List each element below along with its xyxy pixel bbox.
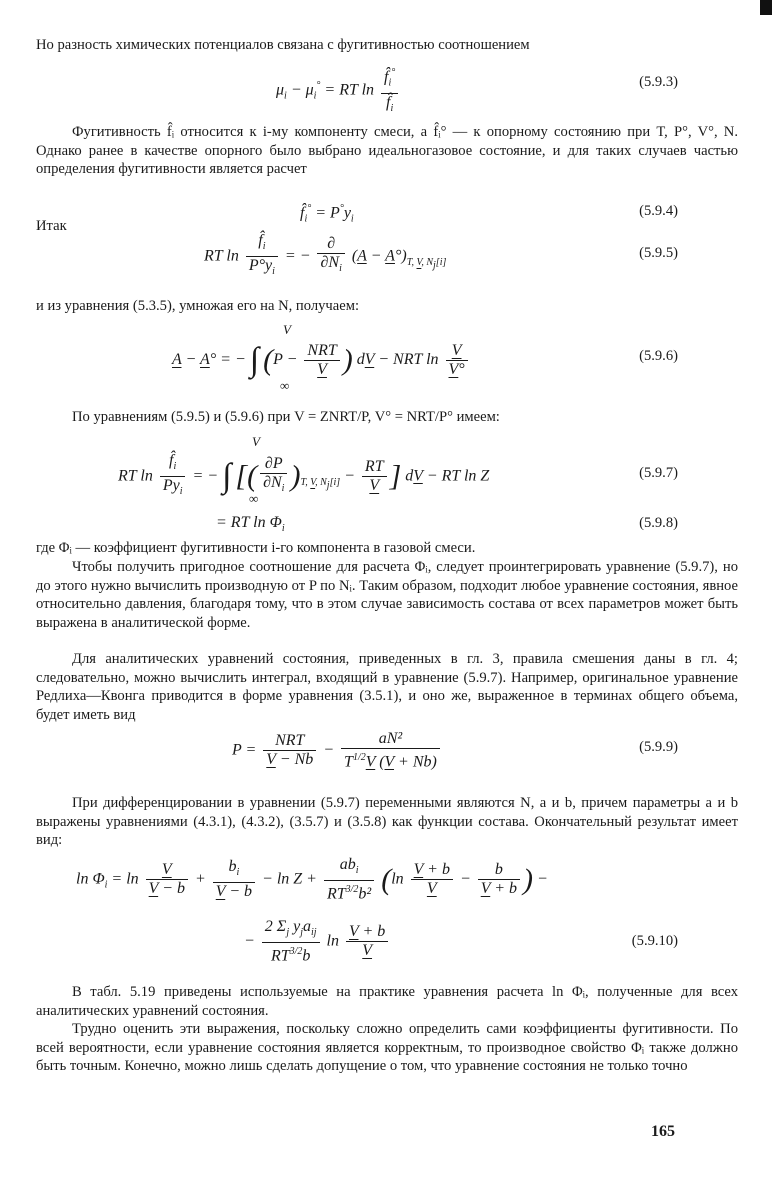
equation-number: (5.9.6)	[639, 348, 678, 364]
label-itak: Итак	[36, 218, 67, 234]
equation-number: (5.9.4)	[639, 203, 678, 219]
integral-lower-limit: ∞	[249, 491, 259, 506]
equation-5-9-10-line1: $\ln \Phi_i = \ln$ $\frac{V}{V - b}$ + $\frac{b_i}{V - b}$ − ln Z + $\frac{ab_i}{RT^{3/2}b^2}$ (ln $\frac{V + b}{V}$ − $\frac{b}{V + b}$ ) −	[76, 856, 548, 903]
paragraph-table: В табл. 5.19 приведены используемые на практике уравнения расчета ln Φᵢ, полученные для всех аналитических уравнений состояния.	[36, 984, 738, 1019]
equation-number: (5.9.5)	[639, 245, 678, 261]
integral-lower-limit: ∞	[280, 378, 290, 393]
equation-number: (5.9.7)	[639, 465, 678, 481]
paragraph-differentiating: При дифференцировании в уравнении (5.9.7) переменными являются N, a и b, причем параметры a и b выражены уравнениями (4.3.1), (4.3.2), (3.5.7) и (3.5.8) как функции состава. Окончательный результат имеет вид:	[36, 795, 738, 849]
scan-corner-mark	[760, 0, 772, 15]
equation-5-9-4: $f̂_i^\circ = P^\circ y_i$	[300, 203, 354, 225]
equation-number: (5.9.10)	[631, 933, 678, 949]
integral-upper-limit: V	[252, 434, 260, 449]
paragraph-where: где Φᵢ — коэффициент фугитивности i-го компонента в газовой смеси.	[36, 540, 476, 556]
equation-number: (5.9.9)	[639, 739, 678, 755]
equation-5-9-5: RT ln $\frac{f̂_i}{P^\circ y_i}$ = − $\frac{\partial}{\partial N_i}$ $(A - A^\circ)_{T, V, N_j[i]}$	[204, 232, 447, 278]
equation-number: (5.9.8)	[639, 515, 678, 531]
paragraph-hard: Трудно оценить эти выражения, поскольку сложно определить сами коэффициенты фугитивности. По всей вероятности, если уравнение состояния является корректным, то производное свойство Φᵢ также должно быть точным. Конечно, можно лишь сделать допущение о том, что уравнение состояния не только точно	[36, 1021, 738, 1075]
paragraph-fugacity: Фугитивность f̂ᵢ относится к i-му компоненту смеси, а f̂ᵢ° — к опорному состоянию при T, P°, V°, N. Однако ранее в качестве опорного было выбрано идеальногазовое состояние, и для таких случаев частью определения фугитивности является расчет	[36, 124, 738, 178]
equation-5-9-8: = RT $\ln \Phi_i$	[216, 514, 285, 535]
paragraph-intro: Но разность химических потенциалов связана с фугитивностью соотношением	[36, 37, 530, 53]
equation-5-9-3: $\mu_i - \mu_i^\circ$ = RT ln $\frac{f̂_i^\circ}{f̂_i}$	[276, 64, 401, 118]
paragraph-by-equations: По уравнениям (5.9.5) и (5.9.6) при V = ZNRT/P, V° = NRT/P° имеем:	[72, 409, 500, 425]
paragraph-analytic: Для аналитических уравнений состояния, приведенных в гл. 3, правила смешения даны в гл. 4; следовательно, можно вычислить интеграл, входящий в уравнение (5.9.7). Например, оригинальное уравнение Редлиха—Квонга приводится в форме уравнения (3.5.1), и оно же, выраженное в терминах общего объема, будет иметь вид	[36, 651, 738, 723]
integral-upper-limit: V	[283, 322, 291, 337]
paragraph-to-get: Чтобы получить пригодное соотношение для расчета Φᵢ, следует проинтегрировать уравнение (5.9.7), но до этого нужно вычислить производную от P по Nᵢ. Таким образом, подходит любое уравнение состояния, явное относительно давления, благодаря тому, что в этом случае зависимость состава от всех параметров может быть выражена в аналитической форме.	[36, 559, 738, 631]
equation-5-9-6: A − A° = − ∫ (P − $\frac{\text{NRT}}{V}$ ) dV − NRT ln $\frac{V}{V^\circ}$	[172, 342, 471, 379]
equation-5-9-10-line2: − $\frac{2 \Sigma_j y_ja_{ij}}{RT^{3/2}b}$ ln $\frac{V + b}{V}$	[244, 918, 391, 966]
page-number: 165	[651, 1123, 675, 1140]
equation-5-9-9: P = $\frac{\text{NRT}}{V - Nb}$ − $\frac{\text{aN²}}{T^{1/2}V (V + Nb)}$	[232, 730, 443, 771]
paragraph-from-equation: и из уравнения (5.3.5), умножая его на N, получаем:	[36, 298, 360, 314]
equation-number: (5.9.3)	[639, 74, 678, 90]
equation-5-9-7: RT ln $\frac{f̂_i}{Py_i}$ = − ∫ [( $\frac{\partial P}{\partial N_i}$ )$_{T, V, N_j[i]}$ − $\frac{RT}{V}$ ] dV − RT ln Z	[118, 452, 490, 498]
